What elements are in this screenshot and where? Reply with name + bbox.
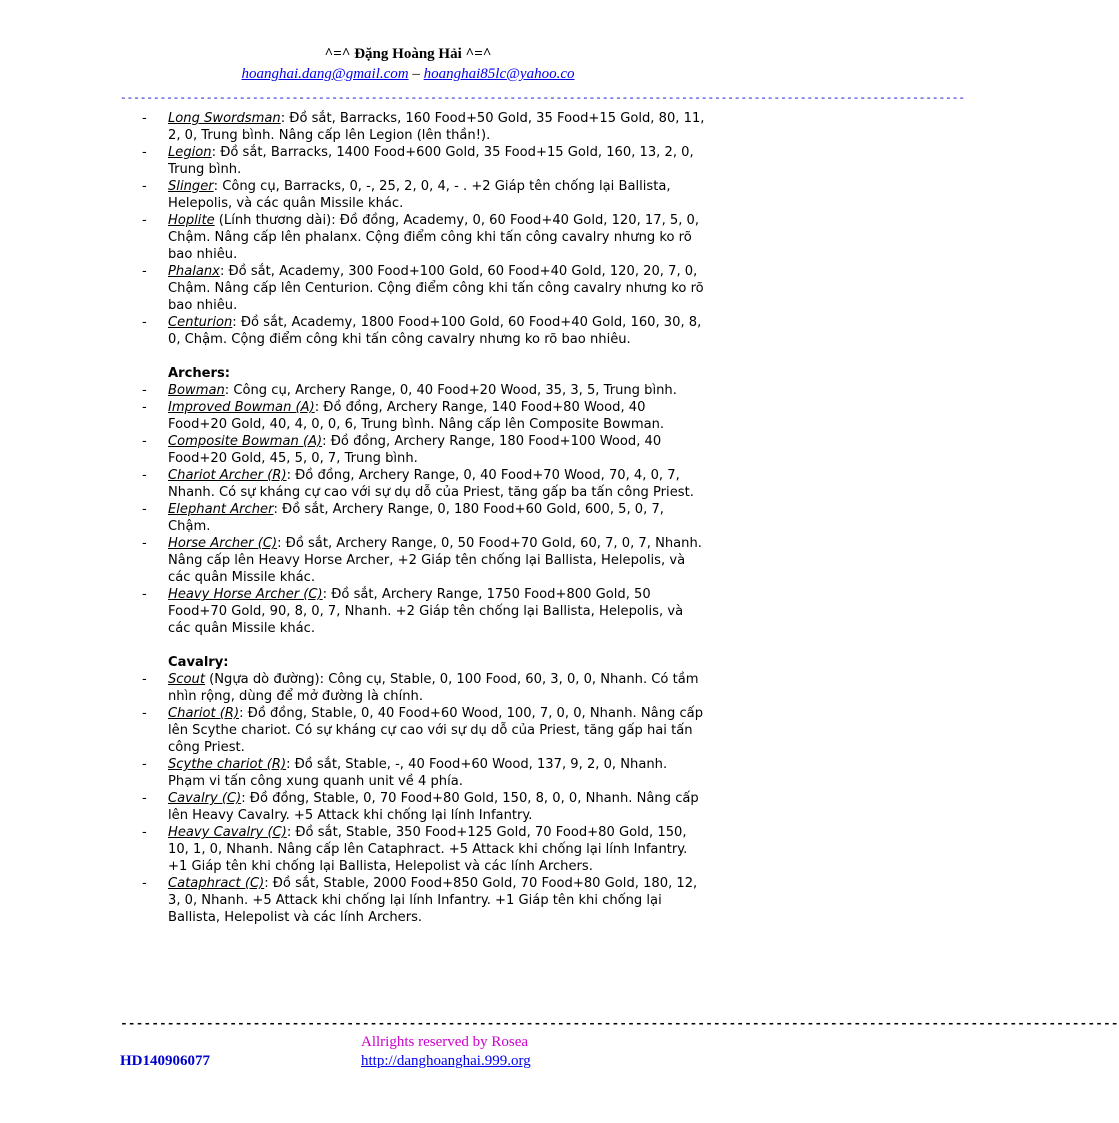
unit-name: Slinger — [168, 179, 214, 194]
unit-description: : Đồ đồng, Stable, 0, 40 Food+60 Wood, 100, 7, 0, 0, Nhanh. Nâng cấp lên Scythe chariot. Có sự kháng cự cao với sự dụ dỗ của Priest, tăng gấp hai tấn công Priest. — [168, 706, 704, 755]
email-link-yahoo[interactable]: hoanghai85lc@yahoo.co — [423, 66, 575, 82]
list-item — [138, 756, 708, 790]
unit-name: Chariot (R) — [168, 706, 240, 721]
unit-name: Chariot Archer (R) — [168, 468, 287, 483]
footer-credits — [361, 1033, 531, 1071]
document-body — [138, 110, 708, 926]
dash-bullet: - — [142, 502, 147, 517]
dash-bullet: - — [142, 672, 147, 687]
unit-list — [138, 382, 708, 637]
email-separator: – — [408, 66, 424, 82]
dash-bullet: - — [142, 179, 147, 194]
unit-description: (Ngựa dò đường): Công cụ, Stable, 0, 100 Food, 60, 3, 0, 0, Nhanh. Có tầm nhìn rộng, dùng để mở đường là chính. — [168, 672, 699, 704]
dash-bullet: - — [142, 315, 147, 330]
unit-section — [138, 654, 708, 926]
author-title: ^=^ Đặng Hoàng Hải ^=^ — [324, 46, 492, 62]
list-item — [138, 314, 708, 348]
unit-list — [138, 671, 708, 926]
list-item — [138, 467, 708, 501]
dash-bullet: - — [142, 213, 147, 228]
list-item — [138, 790, 708, 824]
list-item — [138, 212, 708, 263]
unit-description: : Đồ đồng, Archery Range, 180 Food+100 Wood, 40 Food+20 Gold, 45, 5, 0, 7, Trung bình. — [168, 434, 662, 466]
unit-name: Heavy Cavalry (C) — [168, 825, 287, 840]
unit-description: : Công cụ, Barracks, 0, -, 25, 2, 0, 4, - . +2 Giáp tên chống lại Ballista, Helepolis, và các quân Missile khác. — [168, 179, 671, 211]
document-id: HD140906077 — [120, 1053, 210, 1069]
dash-bullet: - — [142, 264, 147, 279]
unit-list — [138, 110, 708, 348]
list-item — [138, 824, 708, 875]
unit-description: : Công cụ, Archery Range, 0, 40 Food+20 Wood, 35, 3, 5, Trung bình. — [224, 383, 677, 398]
unit-name: Hoplite — [168, 213, 215, 228]
dash-bullet: - — [142, 587, 147, 602]
unit-name: Long Swordsman — [168, 111, 281, 126]
unit-description: : Đồ sắt, Archery Range, 0, 180 Food+60 Gold, 600, 5, 0, 7, Chậm. — [168, 502, 664, 534]
list-item — [138, 671, 708, 705]
unit-name: Phalanx — [168, 264, 220, 279]
unit-description: : Đồ sắt, Barracks, 1400 Food+600 Gold, 35 Food+15 Gold, 160, 13, 2, 0, Trung bình. — [168, 145, 694, 177]
unit-name: Composite Bowman (A) — [168, 434, 323, 449]
list-item — [138, 263, 708, 314]
unit-description: : Đồ sắt, Academy, 1800 Food+100 Gold, 60 Food+40 Gold, 160, 30, 8, 0, Chậm. Cộng điểm công khi tấn công cavalry nhưng ko rõ bao nhiêu. — [168, 315, 702, 347]
list-item — [138, 501, 708, 535]
list-item — [138, 433, 708, 467]
section-title: Cavalry: — [168, 655, 229, 670]
copyright-notice: Allrights reserved by Rosea — [361, 1034, 529, 1050]
dash-bullet: - — [142, 876, 147, 891]
unit-name: Cavalry (C) — [168, 791, 242, 806]
list-item — [138, 399, 708, 433]
page-header — [0, 44, 816, 84]
unit-description: : Đồ sắt, Stable, 350 Food+125 Gold, 70 Food+80 Gold, 150, 10, 1, 0, Nhanh. Nâng cấp lên Cataphract. +5 Attack khi chống lại lính Infantry. +1 Giáp tên khi chống lại Ballista, Helepolist và các lính Archers. — [168, 825, 688, 874]
dash-bullet: - — [142, 383, 147, 398]
dash-bullet: - — [142, 434, 147, 449]
unit-name: Horse Archer (C) — [168, 536, 278, 551]
dash-bullet: - — [142, 791, 147, 806]
unit-name: Bowman — [168, 383, 225, 398]
website-link[interactable]: http://danghoanghai.999.org — [361, 1053, 531, 1069]
unit-description: : Đồ sắt, Barracks, 160 Food+50 Gold, 35 Food+15 Gold, 80, 11, 2, 0, Trung bình. Nâng cấp lên Legion (lên thần!). — [168, 111, 705, 143]
author-emails — [0, 64, 816, 84]
dash-bullet: - — [142, 468, 147, 483]
unit-section — [138, 110, 708, 348]
unit-name: Cataphract (C) — [168, 876, 265, 891]
list-item — [138, 110, 708, 144]
unit-name: Heavy Horse Archer (C) — [168, 587, 323, 602]
unit-description: : Đồ đồng, Archery Range, 140 Food+80 Wood, 40 Food+20 Gold, 40, 4, 0, 0, 6, Trung bình. Nâng cấp lên Composite Bowman. — [168, 400, 665, 432]
unit-description: : Đồ sắt, Stable, 2000 Food+850 Gold, 70 Food+80 Gold, 180, 12, 3, 0, Nhanh. +5 Attack khi chống lại lính Infantry. +1 Giáp tên khi chống lại Ballista, Helepolist và các lính Archers. — [168, 876, 698, 925]
unit-name: Scout — [168, 672, 205, 687]
email-link-gmail[interactable]: hoanghai.dang@gmail.com — [241, 66, 409, 82]
dash-bullet: - — [142, 825, 147, 840]
unit-name: Elephant Archer — [168, 502, 274, 517]
unit-description: : Đồ sắt, Stable, -, 40 Food+60 Wood, 137, 9, 2, 0, Nhanh. Phạm vi tấn công xung quanh unit về 4 phía. — [168, 757, 668, 789]
dash-bullet: - — [142, 757, 147, 772]
unit-description: : Đồ đồng, Stable, 0, 70 Food+80 Gold, 150, 8, 0, 0, Nhanh. Nâng cấp lên Heavy Cavalry. +5 Attack khi chống lại lính Infantry. — [168, 791, 699, 823]
unit-name: Legion — [168, 145, 212, 160]
footer-divider: -------------------------------------------------------------------------------------------------------------------------------- — [120, 1016, 1119, 1031]
dash-bullet: - — [142, 536, 147, 551]
unit-name: Scythe chariot (R) — [168, 757, 287, 772]
list-item — [138, 178, 708, 212]
unit-name: Improved Bowman (A) — [168, 400, 315, 415]
list-item — [138, 382, 708, 399]
list-item — [138, 144, 708, 178]
list-item — [138, 586, 708, 637]
unit-description: : Đồ sắt, Archery Range, 0, 50 Food+70 Gold, 60, 7, 0, 7, Nhanh. Nâng cấp lên Heavy Horse Archer, +2 Giáp tên chống lại Ballista, Helepolis, và các quân Missile khác. — [168, 536, 702, 585]
dash-bullet: - — [142, 145, 147, 160]
dash-bullet: - — [142, 400, 147, 415]
unit-name: Centurion — [168, 315, 233, 330]
unit-section — [138, 365, 708, 637]
unit-description: : Đồ sắt, Academy, 300 Food+100 Gold, 60 Food+40 Gold, 120, 20, 7, 0, Chậm. Nâng cấp lên Centurion. Cộng điểm công khi tấn công cavalry nhưng ko rõ bao nhiêu. — [168, 264, 704, 313]
list-item — [138, 705, 708, 756]
unit-description: : Đồ sắt, Archery Range, 1750 Food+800 Gold, 50 Food+70 Gold, 90, 8, 0, 7, Nhanh. +2 Giáp tên chống lại Ballista, Helepolis, và các quân Missile khác. — [168, 587, 684, 636]
list-item — [138, 535, 708, 586]
unit-description: (Lính thương dài): Đồ đồng, Academy, 0, 60 Food+40 Gold, 120, 17, 5, 0, Chậm. Nâng cấp lên phalanx. Cộng điểm công khi tấn công cavalry nhưng ko rõ bao nhiêu. — [168, 213, 700, 262]
dash-bullet: - — [142, 111, 147, 126]
section-title: Archers: — [168, 366, 231, 381]
dash-bullet: - — [142, 706, 147, 721]
header-divider: -------------------------------------------------------------------------------------------------------------------------------- — [120, 93, 965, 105]
unit-description: : Đồ đồng, Archery Range, 0, 40 Food+70 Wood, 70, 4, 0, 7, Nhanh. Có sự kháng cự cao với sự dụ dỗ của Priest, tăng gấp ba tấn công Priest. — [168, 468, 694, 500]
list-item — [138, 875, 708, 926]
